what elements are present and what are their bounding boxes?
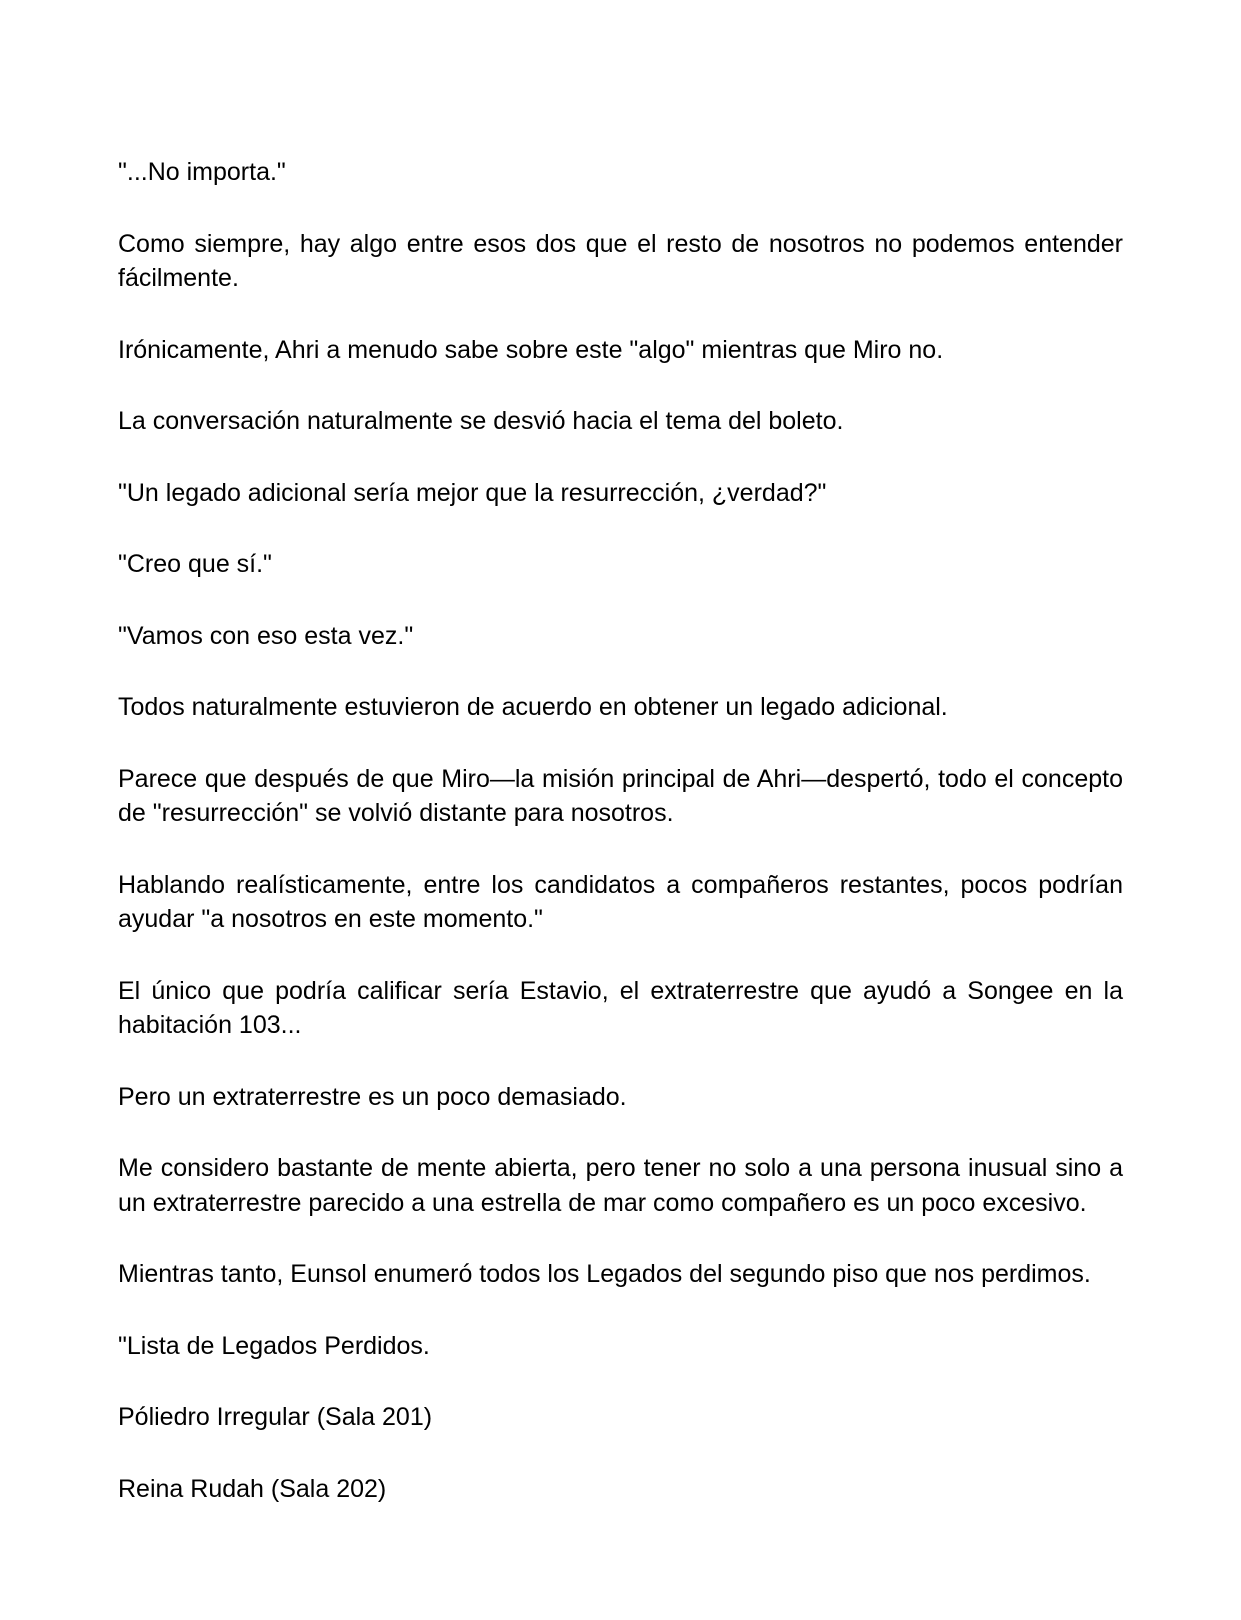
paragraph: "Vamos con eso esta vez." [118,621,414,650]
paragraph: Parece que después de que Miro—la misión principal de Ahri—despertó, todo el concepto de "resurrección" se volvió distante para nosotros. [118,764,1123,827]
paragraph: "Un legado adicional sería mejor que la resurrección, ¿verdad?" [118,478,827,507]
paragraph: Póliedro Irregular (Sala 201) [118,1403,433,1431]
paragraph: "Creo que sí." [118,550,272,578]
paragraph: "...No importa." [118,158,286,186]
paragraph: Irónicamente, Ahri a menudo sabe sobre este "algo" mientras que Miro no. [118,335,944,364]
paragraph: Hablando realísticamente, entre los candidatos a compañeros restantes, pocos podrían ayudar "a nosotros en este momento." [118,870,1123,933]
paragraph: La conversación naturalmente se desvió hacia el tema del boleto. [118,407,844,435]
paragraph: Pero un extraterrestre es un poco demasiado. [118,1082,627,1111]
paragraph: Reina Rudah (Sala 202) [118,1474,387,1503]
paragraph: Como siempre, hay algo entre esos dos que el resto de nosotros no podemos entender fácilmente. [118,229,1123,292]
paragraph: El único que podría calificar sería Estavio, el extraterrestre que ayudó a Songee en la habitación 103... [118,976,1123,1039]
paragraph: Mientras tanto, Eunsol enumeró todos los Legados del segundo piso que nos perdimos. [118,1260,1091,1288]
paragraph: "Lista de Legados Perdidos. [118,1331,430,1360]
paragraph: Todos naturalmente estuvieron de acuerdo en obtener un legado adicional. [118,693,948,721]
document-body [118,155,1123,1543]
paragraph: Me considero bastante de mente abierta, pero tener no solo a una persona inusual sino a un extraterrestre parecido a una estrella de mar como compañero es un poco excesivo. [118,1154,1123,1217]
